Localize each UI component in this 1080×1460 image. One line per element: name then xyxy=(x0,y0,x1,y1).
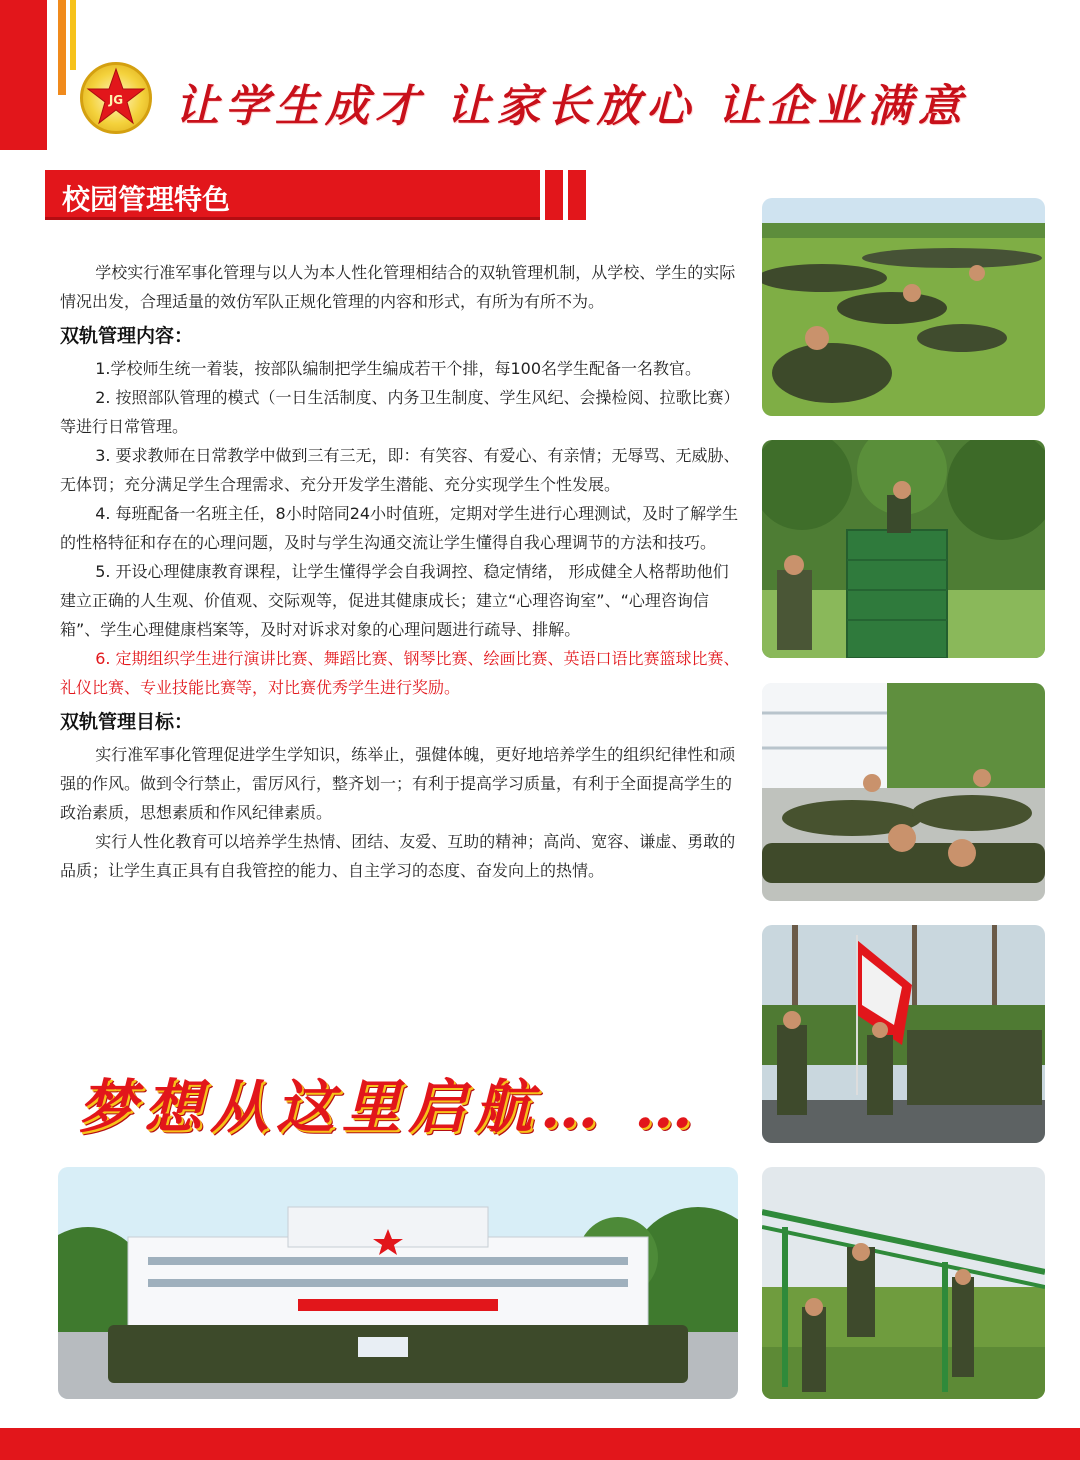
goal-paragraph: 实行准军事化管理促进学生学知识，练举止，强健体魄，更好地培养学生的组织纪律性和顽强的作风。做到令行禁止，雷厉风行，整齐划一；有利于提高学习质量，有利于全面提高学生的政治素质，思想素质和作风纪律素质。 xyxy=(60,745,736,822)
section-title-bar xyxy=(45,170,540,220)
photo-obstacle-wall xyxy=(762,440,1045,658)
list-item: 1.学校师生统一着装，按部队编制把学生编成若干个排，每100名学生配备一名教官。 xyxy=(95,359,701,378)
section-bar-tick xyxy=(568,170,586,220)
main-content xyxy=(60,258,740,885)
photo-arm-wrestling xyxy=(762,683,1045,901)
header-slogan: 让学生成才 让家长放心 让企业满意 xyxy=(175,81,968,132)
logo-text: JG xyxy=(108,93,124,107)
corner-red-stripe xyxy=(0,0,47,150)
photo-monkey-bars xyxy=(762,1167,1045,1399)
photo-training-lawn xyxy=(762,198,1045,416)
list-item: 5. 开设心理健康教育课程，让学生懂得学会自我调控、稳定情绪， 形成健全人格帮助他们建立正确的人生观、价值观、交际观等，促进其健康成长；建立“心理咨询室”、“心理咨询信箱”、学生心理健康档案等，及时对诉求对象的心理问题进行疏导、排解。 xyxy=(60,562,729,639)
photo-campus-group xyxy=(58,1167,738,1399)
intro-paragraph: 学校实行准军事化管理与以人为本人性化管理相结合的双轨管理机制，从学校、学生的实际情况出发，合理适量的效仿军队正规化管理的内容和形式，有所为有所不为。 xyxy=(60,263,736,311)
dream-slogan: 梦想从这里启航… … xyxy=(78,1073,701,1141)
heading-management-goal: 双轨管理目标： xyxy=(60,711,194,733)
list-item-highlight: 6. 定期组织学生进行演讲比赛、舞蹈比赛、钢琴比赛、绘画比赛、英语口语比赛篮球比赛、礼仪比赛、专业技能比赛等，对比赛优秀学生进行奖励。 xyxy=(60,649,740,697)
corner-orange-stripe xyxy=(58,0,66,95)
photo-march-with-flag xyxy=(762,925,1045,1143)
bottom-red-bar xyxy=(0,1428,1080,1460)
goal-paragraph: 实行人性化教育可以培养学生热情、团结、友爱、互助的精神；高尚、宽容、谦虚、勇敢的品质；让学生真正具有自我管控的能力、自主学习的态度、奋发向上的热情。 xyxy=(60,832,736,880)
section-bar-tick xyxy=(545,170,563,220)
list-item: 3. 要求教师在日常教学中做到三有三无，即：有笑容、有爱心、有亲情；无辱骂、无威胁、无体罚；充分满足学生合理需求、充分开发学生潜能、充分实现学生个性发展。 xyxy=(60,446,740,494)
heading-management-content: 双轨管理内容： xyxy=(60,325,194,347)
list-item: 2. 按照部队管理的模式（一日生活制度、内务卫生制度、学生风纪、会操检阅、拉歌比赛）等进行日常管理。 xyxy=(60,388,740,436)
school-logo-star-icon xyxy=(80,62,152,134)
corner-yellow-stripe xyxy=(70,0,76,70)
list-item: 4. 每班配备一名班主任，8小时陪同24小时值班，定期对学生进行心理测试，及时了解学生的性格特征和存在的心理问题，及时与学生沟通交流让学生懂得自我心理调节的方法和技巧。 xyxy=(60,504,739,552)
section-title: 校园管理特色 xyxy=(62,183,231,216)
